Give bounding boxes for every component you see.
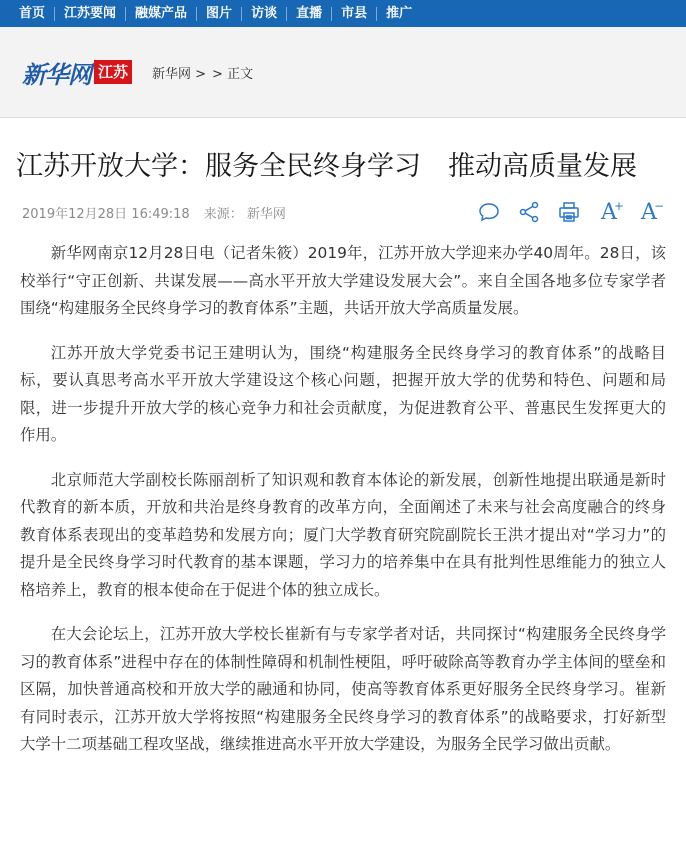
nav-item-promotion[interactable]: 推广 bbox=[386, 6, 413, 21]
comment-icon[interactable] bbox=[476, 199, 502, 225]
article-meta bbox=[22, 203, 286, 222]
article-paragraph: 江苏开放大学党委书记王建明认为，围绕“构建服务全民终身学习的教育体系”的战略目标，要认真思考高水平开放大学建设这个核心问题，把握开放大学的优势和特色、问题和局限，进一步提升开放大学的核心竞争力和社会贡献度，为促进教育公平、普惠民生发挥更大的作用。 bbox=[20, 343, 666, 444]
article-paragraph: 北京师范大学副校长陈丽剖析了知识观和教育本体论的新发展，创新性地提出联通是新时代教育的新本质，开放和共治是终身教育的改革方向，全面阐述了未来与社会高度融合的终身教育体系表现出的变革趋势和发展方向；厦门大学教育研究院副院长王洪才提出对“学习力”的提升是全民终身学习时代教育的基本课题，学习力的培养集中在具有批判性思维能力的独立人格培养上，教育的根本使命在于促进个体的独立成长。 bbox=[20, 470, 666, 599]
nav-item-home[interactable]: 首页 bbox=[19, 6, 46, 21]
font-increase-button[interactable]: A + bbox=[601, 199, 624, 225]
nav-item-cities[interactable]: 市县 bbox=[341, 6, 368, 21]
nav-item-pictures[interactable]: 图片 bbox=[206, 6, 233, 21]
breadcrumb-current: > 正文 bbox=[212, 66, 254, 82]
logo-text: 新华网 bbox=[22, 59, 91, 89]
publish-date: 2019年12月28日 16:49:18 bbox=[22, 206, 190, 222]
minus-icon: − bbox=[653, 199, 664, 213]
article-tools bbox=[476, 199, 662, 225]
nav-item-jiangsu-news[interactable]: 江苏要闻 bbox=[64, 6, 117, 21]
site-logo[interactable] bbox=[22, 55, 132, 90]
article-body bbox=[0, 240, 686, 759]
site-header bbox=[0, 27, 686, 118]
nav-item-media-products[interactable]: 融媒产品 bbox=[135, 6, 188, 21]
article-source: 来源： 新华网 bbox=[203, 206, 286, 222]
nav-item-live[interactable]: 直播 bbox=[296, 6, 323, 21]
plus-icon: + bbox=[613, 199, 624, 213]
article-title: 江苏开放大学：服务全民终身学习 推动高质量发展 bbox=[16, 151, 637, 182]
top-nav bbox=[0, 0, 686, 27]
font-decrease-button[interactable]: A − bbox=[641, 199, 664, 225]
logo-badge: 江苏 bbox=[94, 60, 132, 84]
article-paragraph: 在大会论坛上，江苏开放大学校长崔新有与专家学者对话，共同探讨“构建服务全民终身学习的教育体系”进程中存在的体制性障碍和机制性梗阻，呼吁破除高等教育办学主体间的壁垒和区隔，加快普通高校和开放大学的融通和协同，使高等教育体系更好服务全民终身学习。崔新有同时表示，江苏开放大学将按照“构建服务全民终身学习的教育体系”的战略要求，打好新型大学十二项基础工程攻坚战，继续推进高水平开放大学建设，为服务全民学习做出贡献。 bbox=[20, 625, 666, 753]
print-icon[interactable] bbox=[556, 199, 582, 225]
article-meta-row bbox=[0, 198, 686, 226]
article-paragraph: 新华网南京12月28日电（记者朱筱）2019年，江苏开放大学迎来办学40周年。28日，该校举行“守正创新、共谋发展——高水平开放大学建设发展大会”。来自全国各地多位专家学者围绕“构建服务全民终身学习的教育体系”主题，共话开放大学高质量发展。 bbox=[20, 244, 666, 317]
share-icon[interactable] bbox=[516, 199, 542, 225]
nav-item-interviews[interactable]: 访谈 bbox=[251, 6, 278, 21]
breadcrumb bbox=[152, 63, 253, 82]
breadcrumb-home-link[interactable]: 新华网 > bbox=[152, 66, 207, 82]
